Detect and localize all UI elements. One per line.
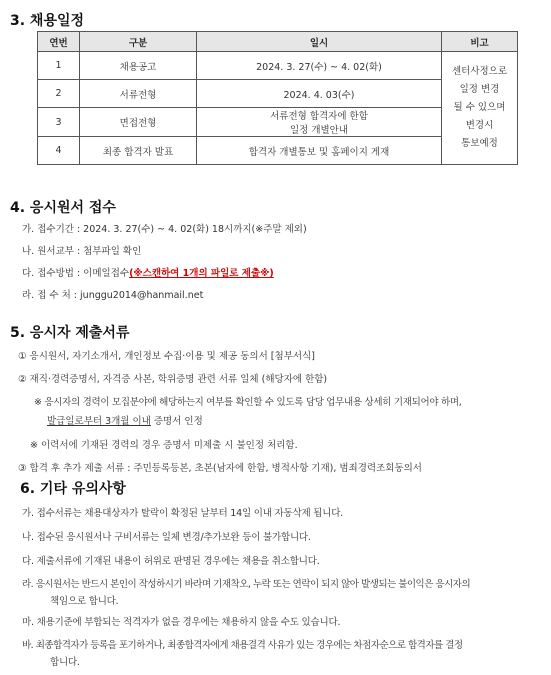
doc-note-1a: ※ 응시자의 경력이 모집분야에 해당하는지 여부를 확인할 수 있도록 담당 업무내용 상세히 기재되어야 하며, [34,397,462,408]
note-line: 일정 변경 [459,84,500,95]
row-date: 2024. 4. 03(수) [197,80,442,108]
doc-note-1b-underlined: 발급일로부터 3개월 이내 [47,416,151,427]
notice-item: 가. 접수서류는 채용대상자가 탈락이 확정된 날부터 14일 이내 자동삭제 됩니다. [22,508,343,519]
notice-item-cont: 합니다. [50,657,80,668]
notice-item: 마. 채용기준에 부합되는 적격자가 없을 경우에는 채용하지 않을 수도 있습니다. [22,617,341,628]
schedule-table [37,31,518,165]
form-distribution: 나. 원서교부 : 첨부파일 확인 [22,246,142,257]
row-date-line2: 일정 개별안내 [289,125,349,136]
doc-note-1b [47,413,203,427]
section-4-title: 4. 응시원서 접수 [10,200,116,216]
row-date-line1: 서류전형 합격자에 한함 [270,111,368,122]
header-no: 연번 [38,32,80,52]
apply-period: 가. 접수기간 : 2024. 3. 27(수) ~ 4. 02(화) 18시까지(※주말 제외) [22,224,307,235]
header-note: 비고 [442,32,518,52]
notice-item: 바. 최종합격자가 등록을 포기하거나, 최종합격자에게 채용결격 사유가 있는 경우에는 차점자순으로 합격자를 결정 [22,640,463,651]
doc-item-1: ① 응시원서, 자기소개서, 개인정보 수집·이용 및 제공 동의서 [첨부서식] [18,351,315,362]
header-date: 일시 [197,32,442,52]
apply-method-note: (※스캔하여 1개의 파일로 제출※) [129,268,274,279]
row-category: 최종 합격자 발표 [80,137,197,165]
row-date: 합격자 개별통보 및 홈페이지 게재 [197,137,442,165]
apply-method [22,265,274,279]
row-date: 2024. 3. 27(수) ~ 4. 02(화) [197,52,442,80]
schedule-note-cell [442,52,518,165]
schedule-header-row [38,32,518,52]
header-category: 구분 [80,32,197,52]
doc-note-2: ※ 이력서에 기재된 경력의 경우 증명서 미제출 시 불인정 처리함. [30,440,298,451]
row-no: 4 [38,137,80,165]
notice-item-cont: 책임으로 합니다. [50,596,119,607]
row-category: 면접전형 [80,108,197,137]
note-line: 통보예정 [461,138,498,149]
note-line: 변경시 [465,120,494,131]
row-no: 3 [38,108,80,137]
notice-item: 다. 제출서류에 기재된 내용이 허위로 판명된 경우에는 채용을 취소합니다. [22,556,320,567]
doc-item-3: ③ 합격 후 추가 제출 서류 : 주민등록등본, 초본(남자에 한함, 병적사항 기재), 범죄경력조회동의서 [18,463,422,474]
note-line: 센터사정으로 [451,66,508,77]
section-6-title: 6. 기타 유의사항 [20,481,126,497]
table-row [38,52,518,80]
section-5-title: 5. 응시자 제출서류 [10,325,130,341]
row-date-multiline [197,108,442,137]
note-line: 될 수 있으며 [453,102,506,113]
apply-email: 라. 접 수 처 : junggu2014@hanmail.net [22,290,204,301]
doc-note-1b-rest: 증명서 인정 [150,416,203,427]
doc-item-2: ② 재직·경력증명서, 자격증 사본, 학위증명 관련 서류 일체 (해당자에 한함) [18,374,328,385]
apply-method-text: 다. 접수방법 : 이메일접수 [22,268,130,279]
notice-item: 라. 응시원서는 반드시 본인이 작성하시기 바라며 기재착오, 누락 또는 연락이 되지 않아 발생되는 불이익은 응시자의 [22,579,471,590]
section-3-title: 3. 채용일정 [10,13,85,29]
row-category: 채용공고 [80,52,197,80]
row-no: 2 [38,80,80,108]
row-no: 1 [38,52,80,80]
notice-item: 나. 접수된 응시원서나 구비서류는 일체 변경/추가보완 등이 불가합니다. [22,532,311,543]
row-category: 서류전형 [80,80,197,108]
